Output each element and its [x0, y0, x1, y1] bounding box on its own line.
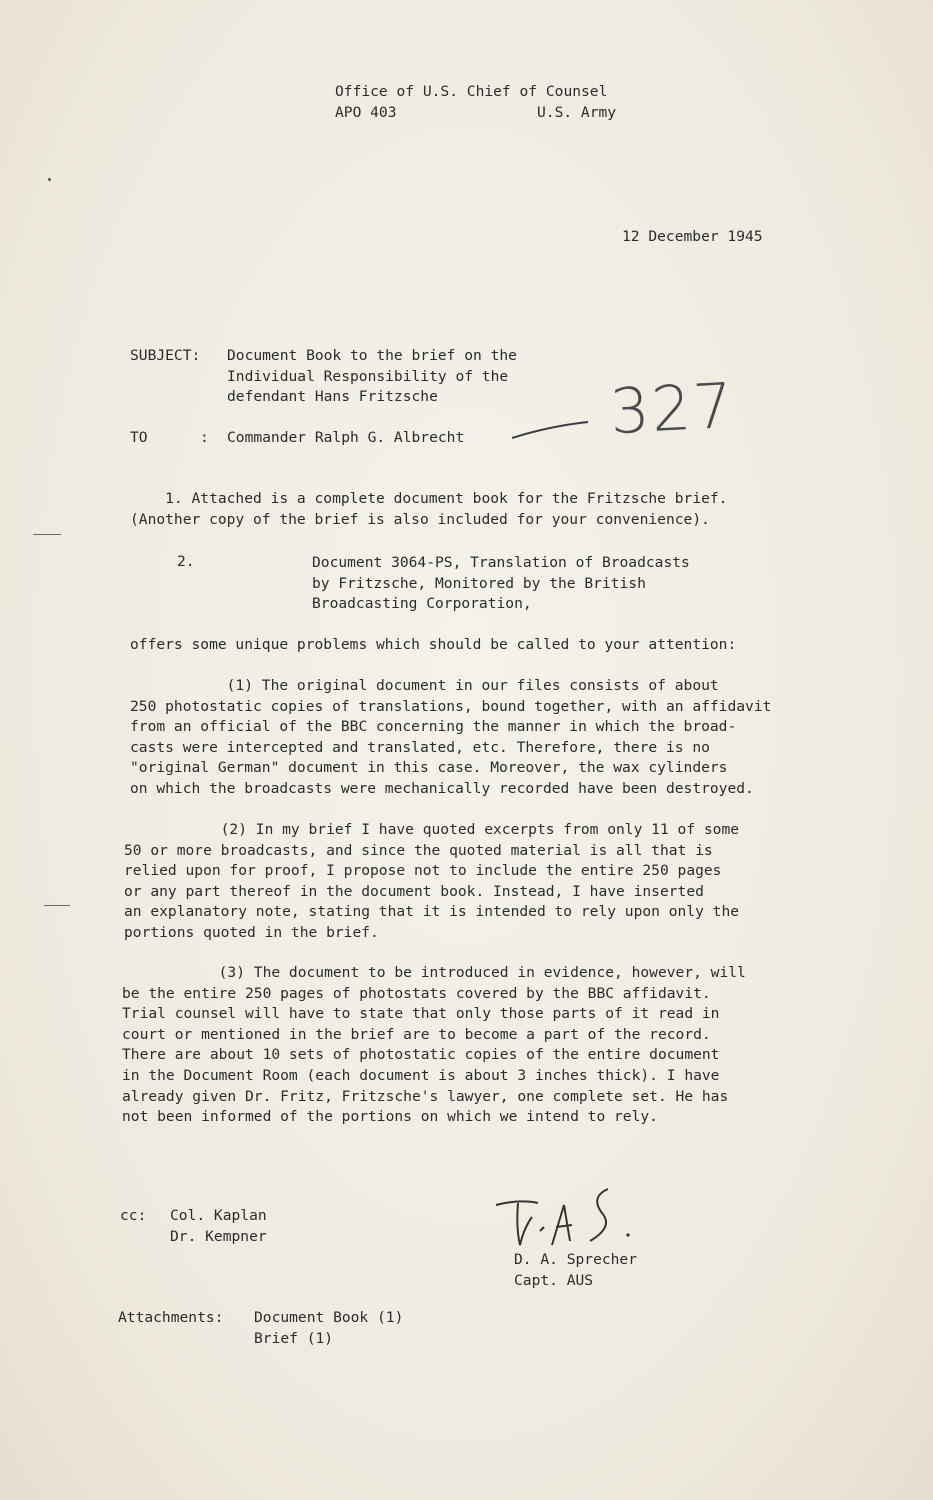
subparagraph-3-line: already given Dr. Fritz, Fritzsche's lawyer, one complete set. He has [122, 1087, 729, 1105]
subparagraph-3 [122, 963, 746, 1128]
signer-name: D. A. Sprecher [514, 1251, 638, 1268]
handwritten-document-number: 327 [608, 368, 737, 449]
attachment-item: Document Book (1) [254, 1309, 404, 1326]
cc-recipient: Dr. Kempner [170, 1228, 267, 1245]
subparagraph-1-line: (1) The original document in our files consists of about [130, 677, 719, 694]
citation-line: Document 3064-PS, Translation of Broadcasts [312, 554, 690, 571]
subparagraph-2-line: 50 or more broadcasts, and since the quoted material is all that is [124, 841, 713, 859]
subparagraph-1-line: on which the broadcasts were mechanically recorded have been destroyed. [130, 779, 754, 797]
subparagraph-2-line: relied upon for proof, I propose not to include the entire 250 pages [124, 862, 722, 880]
citation-line: by Fritzsche, Monitored by the British [312, 574, 646, 592]
paragraph-2-citation [312, 553, 690, 615]
apo-number: APO 403 [335, 104, 397, 121]
subject-line-1: Document Book to the brief on the [227, 347, 517, 364]
subparagraph-2-line: portions quoted in the brief. [124, 923, 379, 941]
attachment-item: Brief (1) [254, 1330, 334, 1347]
subparagraph-1-line: "original German" document in this case. Moreover, the wax cylinders [130, 759, 728, 777]
subparagraph-3-line: There are about 10 sets of photostatic copies of the entire document [122, 1046, 720, 1064]
subject-label: SUBJECT: [130, 347, 201, 364]
attachments-label: Attachments: [118, 1309, 224, 1326]
army-label: U.S. Army [537, 104, 617, 121]
subparagraph-2 [124, 820, 739, 944]
paragraph-1-line: 1. Attached is a complete document book for the Fritzsche brief. [130, 490, 728, 507]
margin-fold-mark [44, 905, 70, 906]
subparagraph-2-line: an explanatory note, stating that it is intended to rely upon only the [124, 903, 740, 921]
margin-dot [48, 178, 51, 181]
signer-rank: Capt. AUS [514, 1272, 594, 1289]
to-recipient: Commander Ralph G. Albrecht [227, 429, 465, 446]
subparagraph-2-line: (2) In my brief I have quoted excerpts from only 11 of some [124, 821, 740, 838]
subparagraph-1 [130, 676, 771, 800]
office-heading: Office of U.S. Chief of Counsel [335, 83, 608, 100]
subparagraph-3-line: in the Document Room (each document is about 3 inches thick). I have [122, 1066, 720, 1084]
subject-line-2: Individual Responsibility of the [227, 368, 509, 385]
paragraph-1-line: (Another copy of the brief is also included for your convenience). [130, 510, 710, 528]
subparagraph-1-line: from an official of the BBC concerning the manner in which the broad- [130, 718, 737, 736]
citation-line: Broadcasting Corporation, [312, 595, 532, 613]
paragraph-2-continuation: offers some unique problems which should be called to your attention: [130, 636, 737, 653]
subparagraph-3-line: (3) The document to be introduced in evidence, however, will [122, 964, 746, 981]
subparagraph-1-line: 250 photostatic copies of translations, bound together, with an affidavit [130, 697, 772, 715]
handwritten-dash [510, 418, 590, 443]
subparagraph-3-line: be the entire 250 pages of photostats covered by the BBC affidavit. [122, 984, 711, 1002]
subparagraph-3-line: court or mentioned in the brief are to become a part of the record. [122, 1025, 711, 1043]
subject-line-3: defendant Hans Fritzsche [227, 388, 438, 405]
letter-date: 12 December 1945 [622, 228, 763, 245]
subparagraph-1-line: casts were intercepted and translated, etc. Therefore, there is no [130, 738, 710, 756]
paragraph-1 [130, 489, 727, 530]
to-colon: : [200, 429, 209, 446]
cc-recipient: Col. Kaplan [170, 1207, 267, 1224]
to-label: TO [130, 429, 148, 446]
margin-fold-mark [33, 534, 61, 535]
subparagraph-3-line: Trial counsel will have to state that only those parts of it read in [122, 1005, 720, 1023]
cc-label: cc: [120, 1207, 147, 1224]
subparagraph-3-line: not been informed of the portions on which we intend to rely. [122, 1108, 658, 1126]
subparagraph-2-line: or any part thereof in the document book. Instead, I have inserted [124, 882, 704, 900]
paragraph-2-number: 2. [177, 553, 195, 570]
handwritten-initials-signature [490, 1183, 640, 1258]
